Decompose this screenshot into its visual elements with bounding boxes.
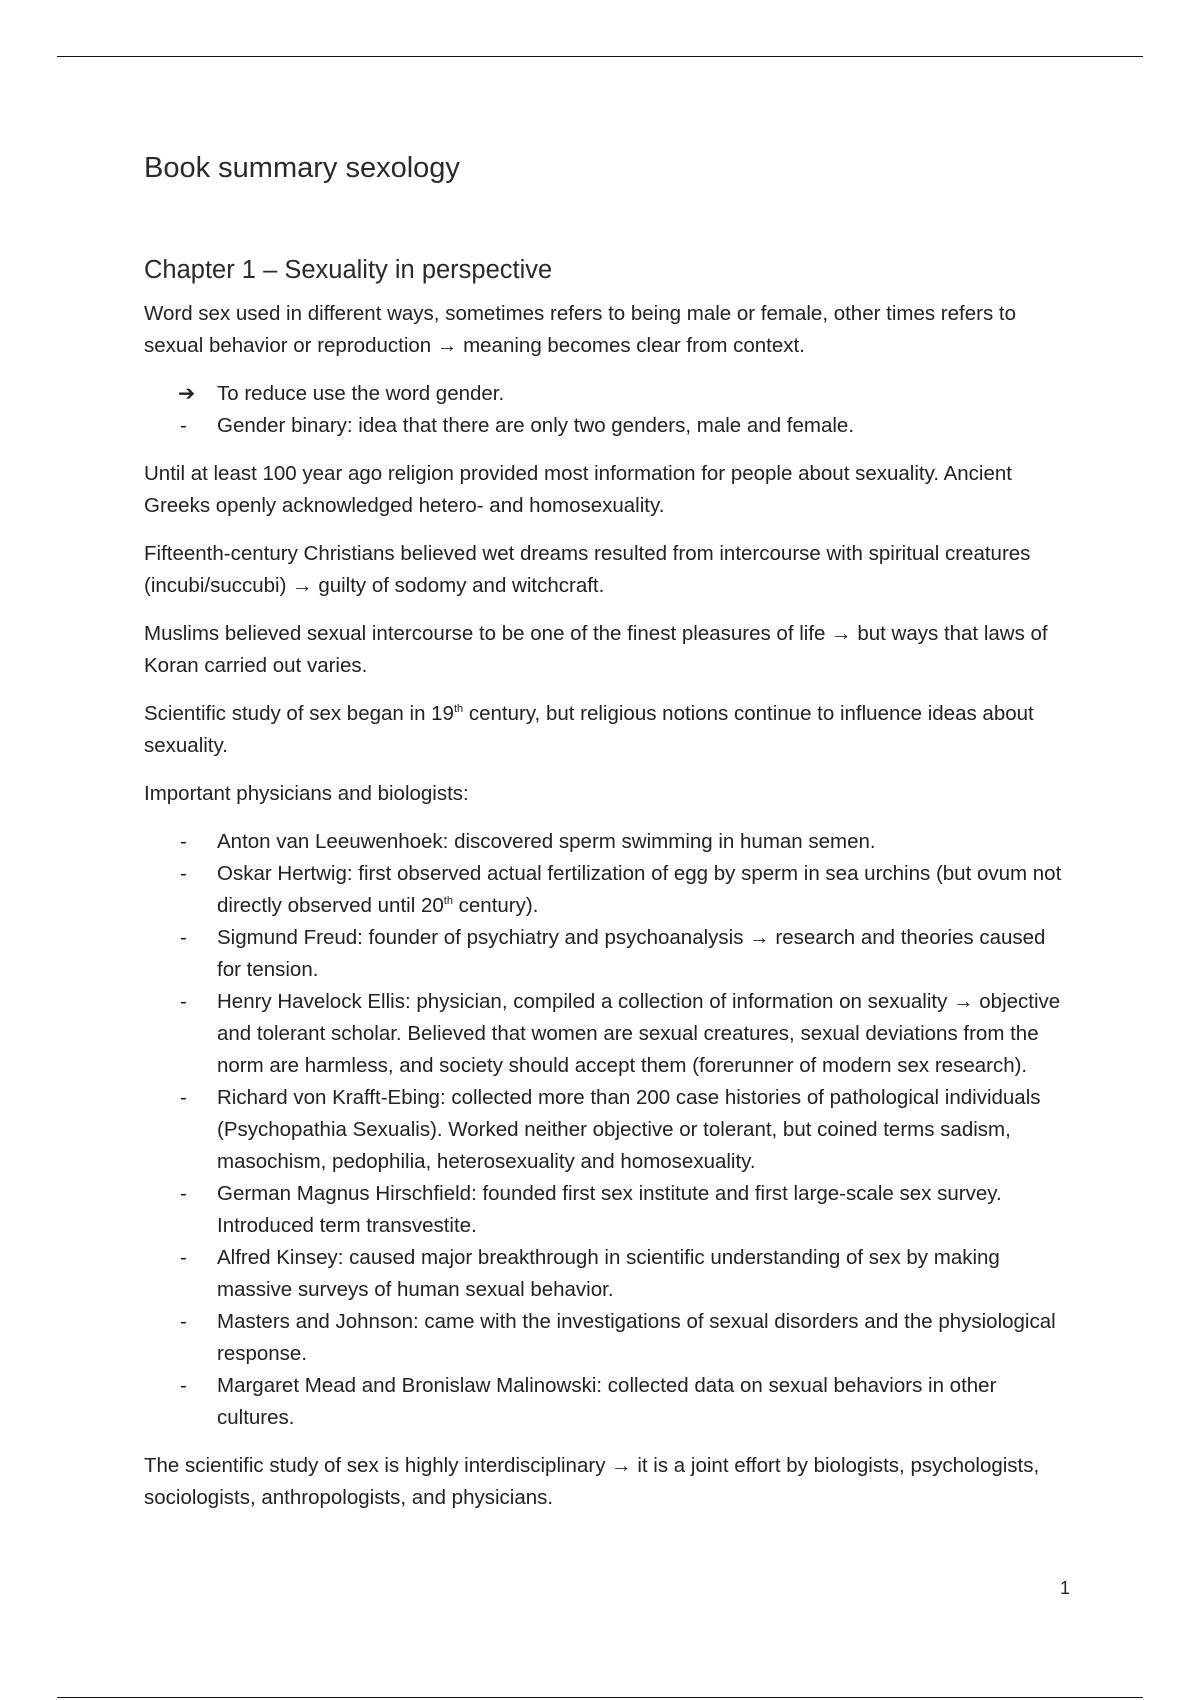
list-item-text: Sigmund Freud: founder of psychiatry and psychoanalysis xyxy=(217,926,744,949)
paragraph-text-continued: guilty of sodomy and witchcraft. xyxy=(318,574,605,597)
paragraph-text-continued: but ways that laws of Koran carried out varies. xyxy=(144,622,1048,677)
paragraph-religion xyxy=(144,458,1064,522)
page-number: 1 xyxy=(1059,1578,1070,1598)
dash-bullet-icon: - xyxy=(180,1374,187,1397)
list-item-text: Alfred Kinsey: caused major breakthrough in scientific understanding of sex by making massive surveys of human sexual behavior. xyxy=(217,1246,1000,1301)
dash-bullet-icon: - xyxy=(180,830,187,853)
document-title: Book summary sexology xyxy=(144,152,460,184)
dash-bullet-icon: - xyxy=(180,1086,187,1109)
dash-bullet-icon: - xyxy=(180,1182,187,1205)
paragraph-christians xyxy=(144,538,1064,602)
list-item xyxy=(144,1178,1064,1242)
paragraph-interdisciplinary xyxy=(144,1450,1064,1514)
gender-list xyxy=(144,378,1064,442)
list-item-text: Richard von Krafft-Ebing: collected more than 200 case histories of pathological individuals (Psychopathia Sexualis). Worked neither objective or tolerant, but coined terms sadism, masochism, pedophilia, heterosexuality and homosexuality. xyxy=(217,1086,1041,1173)
arrow-icon: → xyxy=(749,926,770,949)
list-item-text: Margaret Mead and Bronislaw Malinowski: collected data on sexual behaviors in other cultures. xyxy=(217,1374,997,1429)
list-item xyxy=(144,1306,1064,1370)
list-item-text: To reduce use the word gender. xyxy=(217,382,505,405)
list-item-text: Gender binary: idea that there are only two genders, male and female. xyxy=(217,414,855,437)
list-item xyxy=(144,1370,1064,1434)
header-rule xyxy=(57,56,1143,57)
dash-bullet-icon: - xyxy=(180,1246,187,1269)
list-item-text-continued: objective and tolerant scholar. Believed that women are sexual creatures, sexual deviations from the norm are harmless, and society should accept them (forerunner of modern sex research). xyxy=(217,990,1061,1077)
list-item-text: Masters and Johnson: came with the investigations of sexual disorders and the physiological response. xyxy=(217,1310,1056,1365)
list-item xyxy=(144,410,1064,442)
paragraph-text: The scientific study of sex is highly interdisciplinary xyxy=(144,1454,606,1477)
paragraph-text: Scientific study of sex began in 19 xyxy=(144,702,454,725)
list-item-text-continued: research and theories caused for tension. xyxy=(217,926,1046,981)
paragraph-text: Fifteenth-century Christians believed wet dreams resulted from intercourse with spiritual creatures (incubi/succubi) xyxy=(144,542,1031,597)
arrow-icon: → xyxy=(831,622,852,645)
arrow-icon: → xyxy=(953,990,974,1013)
paragraph-sex-word-usage xyxy=(144,298,1064,362)
paragraph-text: Word sex used in different ways, sometimes refers to being male or female, other times refers to sexual behavior or reproduction xyxy=(144,302,1017,357)
arrow-icon: → xyxy=(611,1454,632,1477)
list-item-text: Anton van Leeuwenhoek: discovered sperm swimming in human semen. xyxy=(217,830,876,853)
dash-bullet-icon: - xyxy=(180,414,187,437)
paragraph-scientific-study xyxy=(144,698,1064,762)
paragraph-text: Important physicians and biologists: xyxy=(144,782,469,805)
list-item-text: Oskar Hertwig: first observed actual fertilization of egg by sperm in sea urchins (but ovum not directly observed until 20 xyxy=(217,862,1062,917)
chapter-heading: Chapter 1 – Sexuality in perspective xyxy=(144,256,553,284)
list-item xyxy=(144,922,1064,986)
list-item xyxy=(144,858,1064,922)
list-item-text: German Magnus Hirschfield: founded first sex institute and first large-scale sex survey. Introduced term transvestite. xyxy=(217,1182,1002,1237)
superscript: th xyxy=(443,895,453,907)
paragraph-text-continued: it is a joint effort by biologists, psychologists, sociologists, anthropologists, and physicians. xyxy=(144,1454,1040,1509)
physicians-list xyxy=(144,826,1064,1434)
paragraph-muslims xyxy=(144,618,1064,682)
paragraph-physicians-intro xyxy=(144,778,1064,810)
dash-bullet-icon: - xyxy=(180,862,187,885)
list-item xyxy=(144,1242,1064,1306)
arrow-icon: → xyxy=(292,574,313,597)
list-item xyxy=(144,378,1064,410)
arrow-icon: → xyxy=(436,334,458,357)
dash-bullet-icon: - xyxy=(180,990,187,1013)
paragraph-text: Muslims believed sexual intercourse to be one of the finest pleasures of life xyxy=(144,622,826,645)
arrow-bullet-icon: ➔ xyxy=(178,382,196,405)
list-item xyxy=(144,986,1064,1082)
list-item-text-continued: century). xyxy=(452,894,539,917)
list-item xyxy=(144,826,1064,858)
paragraph-text-continued: century, but religious notions continue to influence ideas about sexuality. xyxy=(144,702,1034,757)
dash-bullet-icon: - xyxy=(180,1310,187,1333)
paragraph-text: Until at least 100 year ago religion provided most information for people about sexuality. Ancient Greeks openly acknowledged hetero- and homosexuality. xyxy=(144,462,1012,517)
document-body xyxy=(144,140,1064,1530)
paragraph-text-continued: meaning becomes clear from context. xyxy=(463,334,805,357)
footer-rule xyxy=(57,1697,1143,1698)
list-item-text: Henry Havelock Ellis: physician, compiled a collection of information on sexuality xyxy=(217,990,948,1013)
dash-bullet-icon: - xyxy=(180,926,187,949)
superscript: th xyxy=(453,703,464,715)
list-item xyxy=(144,1082,1064,1178)
